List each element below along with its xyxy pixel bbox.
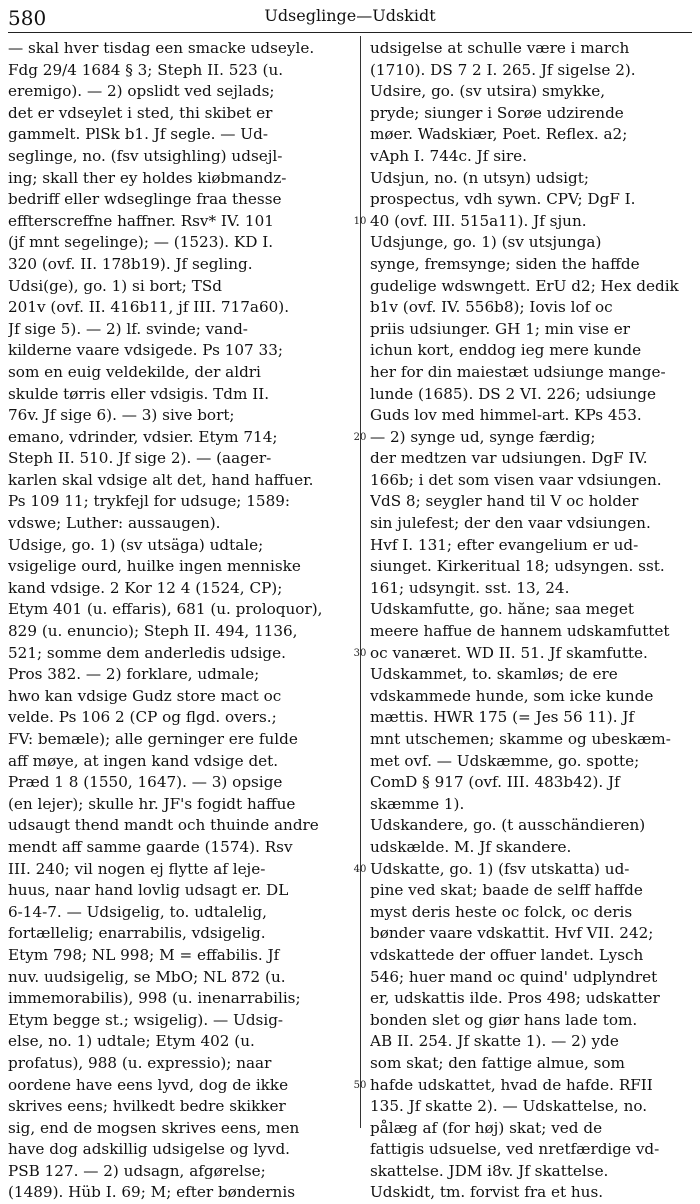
left-column-line: aff møye, at ingen kand vdsige det.: [8, 751, 279, 770]
right-column-line: hafde udskattet, hvad de hafde. RFII: [370, 1075, 653, 1094]
left-column-line: hwo kan vdsige Gudz store mact oc: [8, 686, 282, 705]
right-column-line: ichun kort, enddog ieg mere kunde: [370, 341, 642, 360]
left-column-line: Præd 1 8 (1550, 1647). — 3) opsige: [8, 773, 283, 792]
line-marker-20: 20: [353, 431, 367, 443]
left-column-line: Udsige, go. 1) (sv utsäga) udtale;: [8, 535, 264, 554]
right-column-line: Udsire, go. (sv utsira) smykke,: [370, 82, 606, 101]
left-column-line: udsaugt thend mandt och thuinde andre: [8, 816, 319, 835]
left-column-line: 320 (ovf. II. 178b19). Jf segling.: [8, 254, 253, 273]
right-column-line: skæmme 1).: [370, 794, 465, 813]
left-column-line: 829 (u. enuncio); Steph II. 494, 1136,: [8, 622, 298, 641]
right-column-line: myst deris heste oc folck, oc deris: [370, 902, 633, 921]
column-divider: [360, 36, 361, 1128]
left-column-line: Etym 401 (u. effaris), 681 (u. proloquor),: [8, 600, 323, 619]
left-column-line: immemorabilis), 998 (u. inenarrabilis;: [8, 989, 301, 1008]
right-column-line: Guds lov med himmel-art. KPs 453.: [370, 406, 642, 425]
right-column-line: pine ved skat; baade de selff haffde: [370, 881, 643, 900]
right-column-line: lunde (1685). DS 2 VI. 226; udsiunge: [370, 384, 656, 403]
right-column-line: udsigelse at schulle være i march: [370, 39, 630, 57]
right-column-line: bønder vaare vdskattit. Hvf VII. 242;: [370, 924, 654, 943]
left-column-line: Steph II. 510. Jf sige 2). — (aager-: [8, 449, 272, 468]
right-column-line: Udskatte, go. 1) (fsv utskatta) ud-: [370, 859, 630, 878]
left-column-line: PSB 127. — 2) udsagn, afgørelse;: [8, 1161, 266, 1180]
left-column-line: skulde tørris eller vdsigis. Tdm II.: [8, 384, 270, 403]
right-column-line: vdskattede der offuer landet. Lysch: [370, 945, 644, 964]
left-column-line: 6-14-7. — Udsigelig, to. udtalelig,: [8, 902, 267, 921]
left-column-line: 521; somme dem anderledis udsige.: [8, 643, 286, 662]
line-marker-10: 10: [353, 215, 367, 227]
right-column-line: pryde; siunger i Sorøe udzirende: [370, 103, 624, 122]
left-column-line: seglinge, no. (fsv utsighling) udsejl-: [8, 146, 283, 165]
left-column-line: gammelt. PlSk b1. Jf segle. — Ud-: [8, 125, 268, 144]
right-column-line: Hvf I. 131; efter evangelium er ud-: [370, 535, 639, 554]
left-column-line: (en lejer); skulle hr. JF's fogidt haffue: [8, 794, 296, 813]
right-column-line: er, udskattis ilde. Pros 498; udskatter: [370, 989, 660, 1008]
right-column-line: 40 (ovf. III. 515a11). Jf sjun.: [370, 211, 587, 230]
right-column-line: udskælde. M. Jf skandere.: [370, 837, 572, 856]
right-column-line: mnt utschemen; skamme og ubeskæm-: [370, 730, 671, 748]
line-marker-30: 30: [353, 647, 367, 659]
left-column-line: emano, vdrinder, vdsier. Etym 714;: [8, 427, 278, 446]
left-column-line: (1489). Hüb I. 69; M; efter bøndernis: [8, 1183, 295, 1202]
right-column-line: Udskidt, tm. forvist fra et hus.: [370, 1183, 604, 1202]
left-column-line: vsigelige ourd, huilke ingen menniske: [8, 557, 301, 576]
left-column-line: kilderne vaare vdsigede. Ps 107 33;: [8, 341, 283, 360]
right-column-line: synge, fremsynge; siden the haffde: [370, 254, 640, 273]
right-column-line: vAph I. 744c. Jf sire.: [370, 146, 527, 165]
left-column-line: Ps 109 11; trykfejl for udsuge; 1589:: [8, 492, 291, 511]
right-column-line: skattelse. JDM i8v. Jf skattelse.: [370, 1161, 609, 1180]
left-column-line: velde. Ps 106 2 (CP og flgd. overs.;: [8, 708, 277, 727]
left-column-line: eremigo). — 2) opslidt ved sejlads;: [8, 82, 275, 101]
left-column-line: effterscreffne haffner. Rsv* IV. 101: [8, 211, 274, 230]
right-column-line: Udskandere, go. (t ausschändieren): [370, 816, 646, 835]
right-column-line: VdS 8; seygler hand til V oc holder: [370, 492, 639, 511]
page-number: 580: [8, 6, 47, 30]
right-column-line: ComD § 917 (ovf. III. 483b42). Jf: [370, 773, 620, 792]
right-column-line: 166b; i det som visen vaar vdsiungen.: [370, 470, 662, 489]
right-column-line: meere haffue de hannem udskamfuttet: [370, 622, 670, 641]
left-column-line: — skal hver tisdag een smacke udseyle.: [8, 39, 315, 57]
left-column-line: have dog adskillig udsigelse og lyvd.: [8, 1140, 290, 1159]
left-column-line: oordene have eens lyvd, dog de ikke: [8, 1075, 289, 1094]
left-column-line: ing; skall ther ey holdes kiøbmandz-: [8, 168, 287, 187]
right-column-line: gudelige wdswngett. ErU d2; Hex dedik: [370, 276, 679, 295]
right-column-line: siunget. Kirkeritual 18; udsyngen. sst.: [370, 557, 665, 576]
left-column-line: karlen skal vdsige alt det, hand haffuer.: [8, 470, 314, 489]
right-column-line: priis udsiunger. GH 1; min vise er: [370, 319, 630, 338]
left-column-line: Etym 798; NL 998; M = effabilis. Jf: [8, 945, 280, 964]
left-column-line: Udsi(ge), go. 1) si bort; TSd: [8, 276, 222, 295]
left-column-line: mendt aff samme gaarde (1574). Rsv: [8, 837, 293, 856]
left-column-line: III. 240; vil nogen ej flytte af leje-: [8, 859, 266, 878]
running-head: Udseglinge—Udskidt: [264, 6, 436, 25]
left-column-line: profatus), 988 (u. expressio); naar: [8, 1053, 272, 1072]
right-column-line: 161; udsyngit. sst. 13, 24.: [370, 578, 570, 597]
right-column-line: der medtzen var udsiungen. DgF IV.: [370, 449, 648, 468]
left-column-line: bedriff eller wdseglinge fraa thesse: [8, 190, 282, 209]
left-column-line: huus, naar hand lovlig udsagt er. DL: [8, 881, 289, 900]
right-column-line: 546; huer mand oc quind' udplyndret: [370, 967, 658, 986]
right-column-line: b1v (ovf. IV. 556b8); Iovis lof oc: [370, 298, 613, 317]
right-column-line: Udskamfutte, go. hăne; saa meget: [370, 600, 634, 619]
left-column-line: Jf sige 5). — 2) lf. svinde; vand-: [8, 319, 248, 338]
left-column-line: Etym begge st.; wsigelig). — Udsig-: [8, 1010, 284, 1029]
right-column-line: sin julefest; der den vaar vdsiungen.: [370, 514, 651, 533]
left-column-line: Pros 382. — 2) forklare, udmale;: [8, 665, 260, 684]
right-column-line: fattigis udsuelse, ved nretfærdige vd-: [370, 1140, 660, 1159]
right-column-line: her for din maiestæt udsiunge mange-: [370, 362, 666, 381]
right-column-line: Udsjunge, go. 1) (sv utsjunga): [370, 233, 602, 252]
line-marker-40: 40: [353, 863, 367, 875]
right-column-line: prospectus, vdh sywn. CPV; DgF I.: [370, 190, 636, 209]
left-column-line: nuv. uudsigelig, se MbO; NL 872 (u.: [8, 967, 286, 986]
right-column-line: AB II. 254. Jf skatte 1). — 2) yde: [370, 1032, 619, 1051]
right-column-line: oc vanæret. WD II. 51. Jf skamfutte.: [370, 643, 648, 662]
line-marker-50: 50: [353, 1079, 367, 1091]
left-column-line: skrives eens; hvilkedt bedre skikker: [8, 1097, 286, 1116]
right-column: [370, 38, 692, 1204]
right-column-line: (1710). DS 7 2 I. 265. Jf sigelse 2).: [370, 60, 636, 79]
right-column-line: bonden slet og giør hans lade tom.: [370, 1010, 638, 1029]
left-column-line: Fdg 29/4 1684 § 3; Steph II. 523 (u.: [8, 60, 284, 79]
left-column-line: FV: bemæle); alle gerninger ere fulde: [8, 730, 298, 748]
left-column-line: (jf mnt segelinge); — (1523). KD I.: [8, 233, 274, 252]
left-column-line: 76v. Jf sige 6). — 3) sive bort;: [8, 406, 235, 425]
left-column-line: fortællelig; enarrabilis, vdsigelig.: [8, 924, 266, 943]
right-column-line: Udskammet, to. skamløs; de ere: [370, 665, 618, 684]
right-column-line: møer. Wadskiær, Poet. Reflex. a2;: [370, 125, 628, 144]
left-column: [8, 38, 346, 1204]
left-column-line: else, no. 1) udtale; Etym 402 (u.: [8, 1032, 255, 1051]
left-column-line: det er vdseylet i sted, thi skibet er: [8, 103, 273, 122]
right-column-line: som skat; den fattige almue, som: [370, 1053, 625, 1072]
left-column-line: 201v (ovf. II. 416b11, jf III. 717a60).: [8, 298, 290, 317]
header-rule: [8, 32, 692, 33]
right-column-line: — 2) synge ud, synge færdig;: [370, 427, 596, 446]
left-column-line: som en euig veldekilde, der aldri: [8, 362, 261, 381]
right-column-line: Udsjun, no. (n utsyn) udsigt;: [370, 168, 589, 187]
right-column-line: 135. Jf skatte 2). — Udskattelse, no.: [370, 1097, 648, 1116]
left-column-line: kand vdsige. 2 Kor 12 4 (1524, CP);: [8, 578, 283, 597]
right-column-line: met ovf. — Udskæmme, go. spotte;: [370, 751, 640, 770]
right-column-line: vdskammede hunde, som icke kunde: [370, 686, 654, 705]
left-column-line: sig, end de mogsen skrives eens, men: [8, 1118, 300, 1137]
left-column-line: vdswe; Luther: aussaugen).: [8, 514, 221, 533]
page-header: [0, 0, 700, 40]
right-column-line: mættis. HWR 175 (= Jes 56 11). Jf: [370, 708, 635, 727]
right-column-line: pålæg af (for høj) skat; ved de: [370, 1118, 603, 1137]
